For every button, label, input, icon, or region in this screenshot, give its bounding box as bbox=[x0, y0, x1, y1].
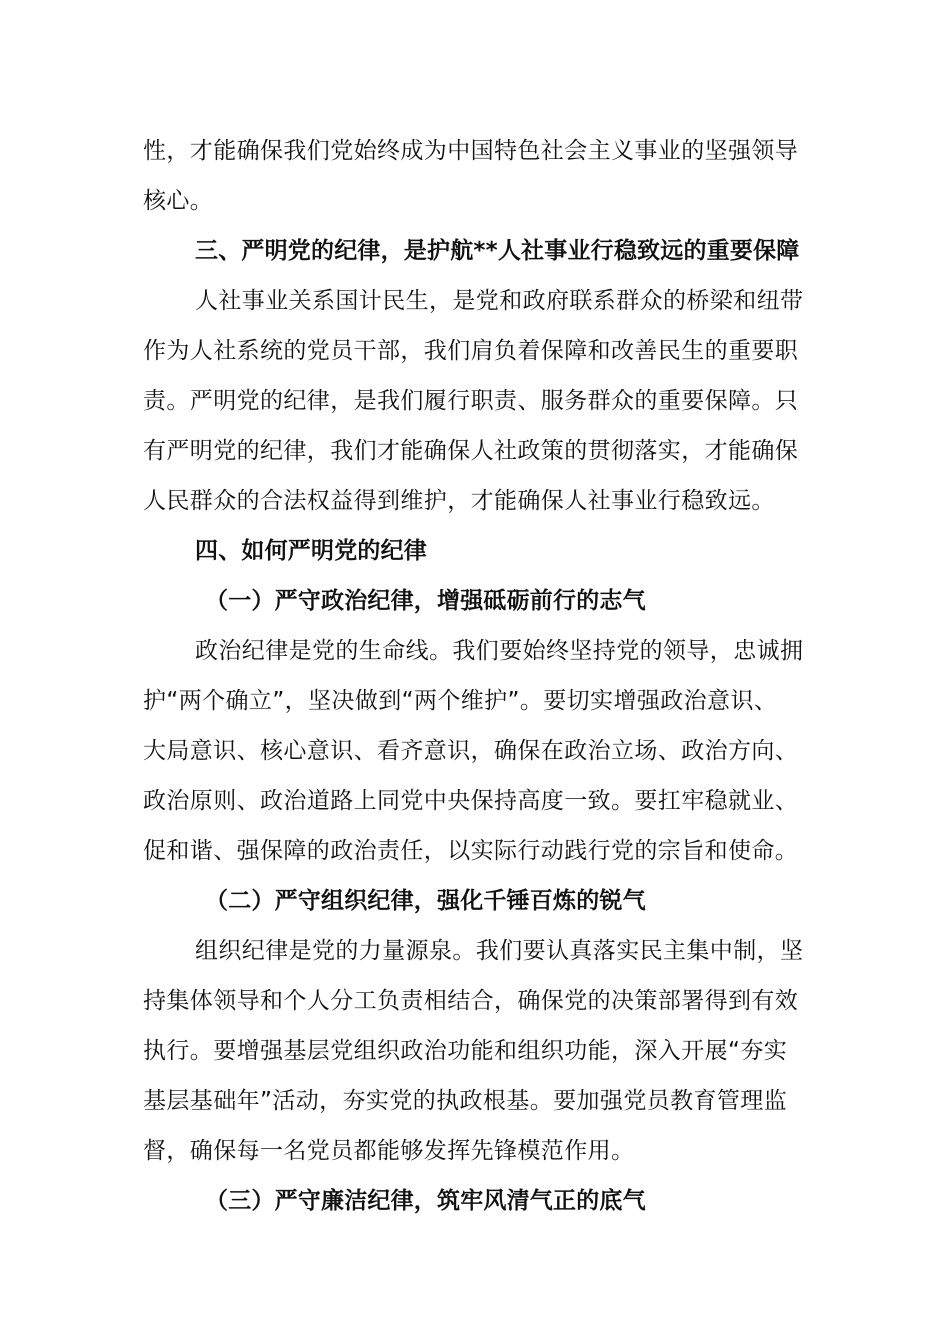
paragraph-line: 督，确保每一名党员都能够发挥先锋模范作用。 bbox=[143, 1138, 635, 1164]
paragraph-line: 护“两个确立”，坚决做到“两个维护”。要切实增强政治意识、 bbox=[143, 688, 778, 714]
paragraph-line: 基层基础年”活动，夯实党的执政根基。要加强党员教育管理监 bbox=[143, 1088, 788, 1114]
paragraph-line: 人社事业关系国计民生，是党和政府联系群众的桥梁和纽带 bbox=[195, 288, 804, 314]
paragraph-line: 大局意识、核心意识、看齐意识，确保在政治立场、政治方向、 bbox=[143, 738, 799, 764]
paragraph-line: 执行。要增强基层党组织政治功能和组织功能，深入开展“夯实 bbox=[143, 1038, 788, 1064]
paragraph-line: 作为人社系统的党员干部，我们肩负着保障和改善民生的重要职 bbox=[143, 338, 799, 364]
paragraph-line: 性，才能确保我们党始终成为中国特色社会主义事业的坚强领导 bbox=[143, 138, 799, 164]
paragraph-line: 组织纪律是党的力量源泉。我们要认真落实民主集中制，坚 bbox=[195, 938, 804, 964]
subheading-integrity-discipline: （三）严守廉洁纪律，筑牢风清气正的底气 bbox=[205, 1188, 646, 1214]
paragraph-line: 促和谐、强保障的政治责任，以实际行动践行党的宗旨和使命。 bbox=[143, 838, 799, 864]
paragraph-line: 有严明党的纪律，我们才能确保人社政策的贯彻落实，才能确保 bbox=[143, 438, 799, 464]
subheading-organizational-discipline: （二）严守组织纪律，强化千锤百炼的锐气 bbox=[205, 888, 646, 914]
subheading-political-discipline: （一）严守政治纪律，增强砥砺前行的志气 bbox=[205, 588, 646, 614]
paragraph-line: 核心。 bbox=[143, 188, 214, 214]
section-heading-3: 三、严明党的纪律，是护航**人社事业行稳致远的重要保障 bbox=[195, 238, 800, 264]
paragraph-line: 人民群众的合法权益得到维护，才能确保人社事业行稳致远。 bbox=[143, 488, 775, 514]
paragraph-line: 政治纪律是党的生命线。我们要始终坚持党的领导，忠诚拥 bbox=[195, 638, 804, 664]
paragraph-line: 政治原则、政治道路上同党中央保持高度一致。要扛牢稳就业、 bbox=[143, 788, 799, 814]
paragraph-line: 持集体领导和个人分工负责相结合，确保党的决策部署得到有效 bbox=[143, 988, 799, 1014]
paragraph-line: 责。严明党的纪律，是我们履行职责、服务群众的重要保障。只 bbox=[143, 388, 799, 414]
section-heading-4: 四、如何严明党的纪律 bbox=[195, 538, 427, 564]
